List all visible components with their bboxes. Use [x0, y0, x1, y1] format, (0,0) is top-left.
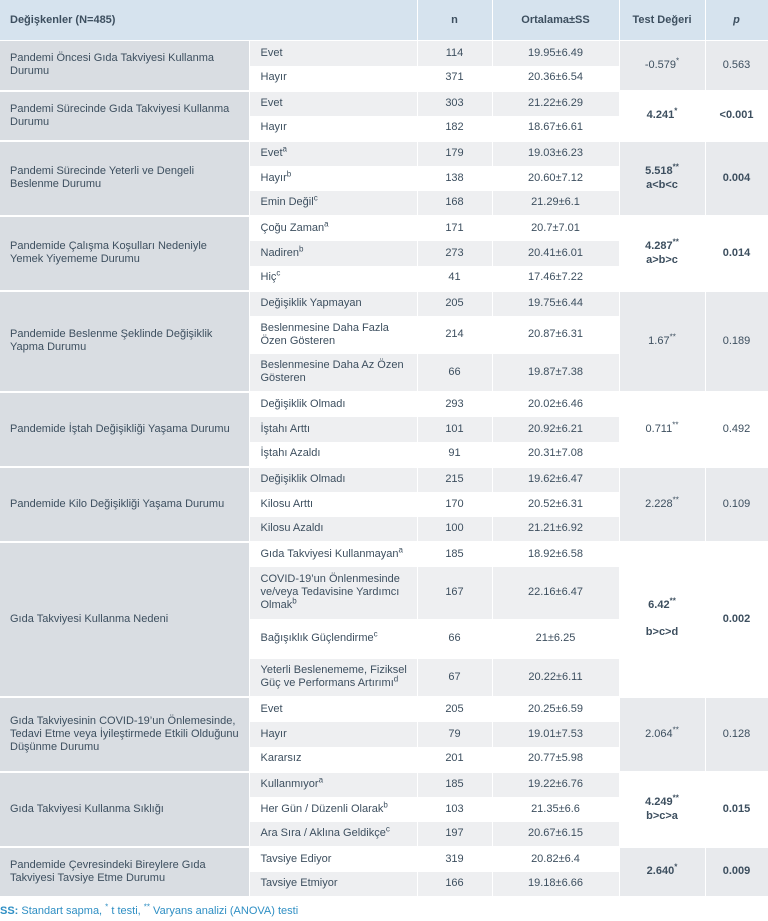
n-cell: 167 — [417, 567, 492, 619]
p-value-cell: 0.004 — [705, 141, 768, 216]
option-label: Kilosu Azaldı — [260, 522, 324, 534]
n-cell: 371 — [417, 66, 492, 91]
header-test: Test Değeri — [619, 0, 705, 41]
option-cell — [249, 822, 417, 847]
option-cell — [249, 316, 417, 354]
option-label: Beslenmesine Daha Fazla Özen Gösteren — [260, 321, 389, 347]
n-cell: 179 — [417, 141, 492, 166]
n-cell: 41 — [417, 266, 492, 291]
n-cell: 273 — [417, 241, 492, 266]
option-label: Hayır — [260, 171, 287, 184]
footnote-anova-sup: ** — [143, 901, 150, 911]
option-cell — [249, 291, 417, 316]
test-superscript: ** — [672, 419, 679, 429]
mean-cell: 20.92±6.21 — [492, 417, 619, 442]
variable-label: Pandemi Öncesi Gıda Takviyesi Kullanma Durumu — [0, 41, 249, 91]
table-row — [0, 141, 768, 166]
footnote-t-sup: * — [105, 901, 109, 911]
mean-cell: 22.16±6.47 — [492, 567, 619, 619]
p-value-cell: 0.015 — [705, 772, 768, 847]
n-cell: 91 — [417, 442, 492, 467]
test-value: 0.711 — [645, 422, 673, 435]
variable-label: Pandemi Sürecinde Yeterli ve Dengeli Beslenme Durumu — [0, 141, 249, 216]
option-label: Bağışıklık Güçlendirme — [260, 632, 374, 644]
mean-cell: 18.67±6.61 — [492, 116, 619, 141]
mean-cell: 20.36±6.54 — [492, 66, 619, 91]
option-label: Değişiklik Olmadı — [260, 398, 346, 410]
post-hoc: a>b>c — [646, 253, 678, 266]
option-cell — [249, 722, 417, 747]
p-value-cell: 0.189 — [705, 291, 768, 392]
mean-cell: 19.03±6.23 — [492, 141, 619, 166]
test-superscript: ** — [672, 494, 679, 504]
option-superscript: c — [313, 193, 318, 203]
p-value-cell: 0.002 — [705, 542, 768, 697]
p-value-cell: 0.492 — [705, 392, 768, 467]
test-superscript: * — [676, 56, 680, 66]
option-superscript: a — [282, 144, 287, 154]
test-value: -0.579 — [644, 58, 677, 71]
test-superscript: ** — [672, 236, 679, 246]
table-row — [0, 392, 768, 417]
option-cell — [249, 191, 417, 216]
table-body — [0, 41, 768, 897]
test-superscript: * — [674, 862, 678, 872]
option-superscript: c — [385, 824, 390, 834]
table-row — [0, 291, 768, 316]
variable-label: Gıda Takviyesi Kullanma Sıklığı — [0, 772, 249, 847]
mean-cell: 20.7±7.01 — [492, 216, 619, 241]
header-n: n — [417, 0, 492, 41]
option-cell — [249, 241, 417, 266]
option-label: Tavsiye Ediyor — [260, 853, 332, 865]
table-header-row — [0, 0, 768, 41]
option-label: Gıda Takviyesi Kullanmayan — [260, 548, 399, 560]
n-cell: 166 — [417, 872, 492, 897]
header-variables: Değişkenler (N=485) — [0, 0, 417, 41]
option-cell — [249, 659, 417, 697]
n-cell: 66 — [417, 619, 492, 659]
option-superscript: d — [393, 674, 399, 684]
post-hoc: b>c>a — [646, 809, 678, 822]
footnote-ss-label: SS: — [0, 904, 19, 917]
test-value-cell — [619, 467, 705, 542]
mean-cell: 19.75±6.44 — [492, 291, 619, 316]
n-cell: 303 — [417, 91, 492, 116]
n-cell: 215 — [417, 467, 492, 492]
test-value: 5.518 — [645, 164, 673, 177]
option-label: Hayır — [260, 727, 287, 740]
option-label: Beslenmesine Daha Az Özen Gösteren — [260, 359, 404, 384]
n-cell: 185 — [417, 772, 492, 797]
test-value-cell — [619, 542, 705, 697]
test-superscript: ** — [669, 596, 676, 606]
option-cell — [249, 697, 417, 722]
option-superscript: c — [373, 629, 378, 639]
option-label: Her Gün / Düzenli Olarak — [260, 802, 384, 815]
option-label: Ara Sıra / Aklına Geldikçe — [260, 827, 386, 839]
n-cell: 79 — [417, 722, 492, 747]
option-label: Hiç — [260, 271, 277, 283]
mean-cell: 21.29±6.1 — [492, 191, 619, 216]
test-value: 4.249 — [645, 795, 673, 808]
option-cell — [249, 467, 417, 492]
mean-cell: 20.31±7.08 — [492, 442, 619, 467]
variable-label: Pandemide Çalışma Koşulları Nedeniyle Yemek Yiyememe Durumu — [0, 216, 249, 291]
test-value: 2.064 — [645, 727, 673, 740]
test-superscript: ** — [669, 331, 676, 341]
option-cell — [249, 442, 417, 467]
n-cell: 170 — [417, 492, 492, 517]
mean-cell: 19.22±6.76 — [492, 772, 619, 797]
option-label: İştahı Arttı — [260, 422, 311, 435]
mean-cell: 19.18±6.66 — [492, 872, 619, 897]
n-cell: 171 — [417, 216, 492, 241]
p-value-cell: 0.014 — [705, 216, 768, 291]
test-value-cell — [619, 847, 705, 897]
test-superscript: * — [674, 106, 678, 116]
mean-cell: 21.22±6.29 — [492, 91, 619, 116]
option-cell — [249, 619, 417, 659]
test-value: 2.228 — [645, 497, 673, 510]
variable-label: Gıda Takviyesi Kullanma Nedeni — [0, 542, 249, 697]
variable-label: Gıda Takviyesinin COVID-19’un Önlemesinde, Tedavi Etme veya İyileştirmede Etkili Olduğunu Düşünme Durumu — [0, 697, 249, 772]
test-value-cell — [619, 91, 705, 141]
mean-cell: 21.35±6.6 — [492, 797, 619, 822]
option-label: Hayır — [260, 71, 287, 83]
test-value-cell — [619, 291, 705, 392]
option-cell — [249, 797, 417, 822]
option-cell — [249, 492, 417, 517]
option-label: Evet — [260, 703, 283, 715]
test-value: 4.241 — [646, 109, 675, 121]
mean-cell: 20.52±6.31 — [492, 492, 619, 517]
test-value-cell — [619, 697, 705, 772]
option-superscript: b — [292, 596, 297, 606]
n-cell: 205 — [417, 291, 492, 316]
variable-label: Pandemide İştah Değişikliği Yaşama Durumu — [0, 392, 249, 467]
option-label: Tavsiye Etmiyor — [260, 877, 338, 889]
option-superscript: a — [324, 219, 329, 229]
n-cell: 214 — [417, 316, 492, 354]
n-cell: 114 — [417, 41, 492, 66]
option-superscript: b — [383, 799, 388, 809]
mean-cell: 19.62±6.47 — [492, 467, 619, 492]
header-p: p — [705, 0, 768, 41]
mean-cell: 20.77±5.98 — [492, 747, 619, 772]
test-value-cell — [619, 141, 705, 216]
test-value: 1.67 — [648, 334, 670, 347]
table-row — [0, 697, 768, 722]
option-superscript: a — [318, 775, 324, 785]
post-hoc: a<b<c — [646, 178, 678, 191]
mean-cell: 21±6.25 — [492, 619, 619, 659]
variable-label: Pandemide Kilo Değişikliği Yaşama Durumu — [0, 467, 249, 542]
table-row — [0, 542, 768, 567]
option-cell — [249, 66, 417, 91]
p-value-cell: 0.128 — [705, 697, 768, 772]
n-cell: 293 — [417, 392, 492, 417]
test-superscript: ** — [672, 792, 679, 802]
test-superscript: ** — [672, 724, 679, 734]
n-cell: 103 — [417, 797, 492, 822]
mean-cell: 20.02±6.46 — [492, 392, 619, 417]
option-cell — [249, 216, 417, 241]
option-cell — [249, 41, 417, 66]
option-cell — [249, 354, 417, 392]
mean-cell: 20.41±6.01 — [492, 241, 619, 266]
post-hoc: b>c>d — [645, 626, 679, 638]
footnote-t-text: t testi, — [108, 904, 144, 917]
n-cell: 185 — [417, 542, 492, 567]
option-cell — [249, 567, 417, 619]
p-value-cell: 0.109 — [705, 467, 768, 542]
mean-cell: 17.46±7.22 — [492, 266, 619, 291]
p-value-cell: 0.563 — [705, 41, 768, 91]
test-value: 2.640 — [646, 865, 675, 877]
mean-cell: 20.22±6.11 — [492, 659, 619, 697]
n-cell: 66 — [417, 354, 492, 392]
mean-cell: 18.92±6.58 — [492, 542, 619, 567]
option-label: Evet — [260, 147, 283, 159]
option-cell — [249, 392, 417, 417]
option-superscript: c — [276, 268, 281, 278]
option-label: Hayır — [260, 121, 287, 133]
header-mean: Ortalama±SS — [492, 0, 619, 41]
option-label: Evet — [260, 97, 283, 109]
test-value-cell — [619, 392, 705, 467]
option-cell — [249, 747, 417, 772]
option-label: Çoğu Zaman — [260, 222, 325, 234]
footnote-anova-text: Varyans analizi (ANOVA) testi — [150, 904, 299, 917]
n-cell: 138 — [417, 166, 492, 191]
option-cell — [249, 141, 417, 166]
test-value-cell — [619, 41, 705, 91]
option-label: Yeterli Beslenememe, Fiziksel Güç ve Performans Artırımı — [260, 664, 407, 689]
p-value-cell: 0.009 — [705, 847, 768, 897]
variable-label: Pandemide Çevresindeki Bireylere Gıda Takviyesi Tavsiye Etme Durumu — [0, 847, 249, 897]
mean-cell: 21.21±6.92 — [492, 517, 619, 542]
option-superscript: a — [398, 545, 403, 555]
n-cell: 101 — [417, 417, 492, 442]
table-row — [0, 41, 768, 66]
option-cell — [249, 116, 417, 141]
option-superscript: b — [299, 243, 304, 253]
n-cell: 182 — [417, 116, 492, 141]
option-label: Değişiklik Olmadı — [260, 473, 346, 485]
mean-cell: 19.87±7.38 — [492, 354, 619, 392]
variable-label: Pandemide Beslenme Şeklinde Değişiklik Yapma Durumu — [0, 291, 249, 392]
table-row — [0, 216, 768, 241]
option-label: Evet — [260, 46, 283, 59]
option-label: COVID-19’un Önlenmesinde ve/veya Tedavisine Yardımcı Olmak — [260, 573, 400, 611]
p-value-cell: <0.001 — [705, 91, 768, 141]
footnote-ss-text: Standart sapma, — [18, 904, 106, 917]
test-superscript: ** — [672, 161, 679, 171]
mean-cell: 20.82±6.4 — [492, 847, 619, 872]
test-value-cell — [619, 216, 705, 291]
option-cell — [249, 772, 417, 797]
option-cell — [249, 847, 417, 872]
table-row — [0, 772, 768, 797]
footnote — [0, 898, 768, 917]
option-cell — [249, 542, 417, 567]
option-cell — [249, 266, 417, 291]
n-cell: 197 — [417, 822, 492, 847]
n-cell: 201 — [417, 747, 492, 772]
test-value: 4.287 — [645, 239, 673, 252]
option-label: İştahı Azaldı — [260, 447, 321, 459]
option-superscript: b — [286, 168, 292, 178]
n-cell: 67 — [417, 659, 492, 697]
n-cell: 100 — [417, 517, 492, 542]
test-value: 6.42 — [648, 599, 670, 611]
n-cell: 168 — [417, 191, 492, 216]
option-label: Değişiklik Yapmayan — [260, 297, 362, 309]
mean-cell: 20.25±6.59 — [492, 697, 619, 722]
test-value-cell — [619, 772, 705, 847]
option-label: Kararsız — [260, 752, 302, 764]
option-cell — [249, 517, 417, 542]
mean-cell: 19.01±7.53 — [492, 722, 619, 747]
table-row — [0, 91, 768, 116]
mean-cell: 20.60±7.12 — [492, 166, 619, 191]
option-label: Kullanmıyor — [260, 778, 319, 790]
option-label: Kilosu Arttı — [260, 497, 314, 510]
n-cell: 319 — [417, 847, 492, 872]
table-row — [0, 847, 768, 872]
option-cell — [249, 872, 417, 897]
table-row — [0, 467, 768, 492]
variable-label: Pandemi Sürecinde Gıda Takviyesi Kullanma Durumu — [0, 91, 249, 141]
mean-cell: 19.95±6.49 — [492, 41, 619, 66]
option-cell — [249, 417, 417, 442]
mean-cell: 20.67±6.15 — [492, 822, 619, 847]
option-cell — [249, 91, 417, 116]
option-label: Emin Değil — [260, 196, 314, 208]
n-cell: 205 — [417, 697, 492, 722]
option-label: Nadiren — [260, 246, 300, 259]
option-cell — [249, 166, 417, 191]
mean-cell: 20.87±6.31 — [492, 316, 619, 354]
